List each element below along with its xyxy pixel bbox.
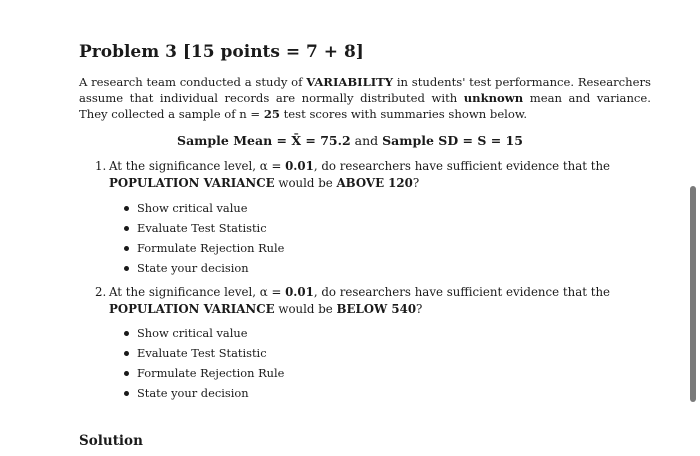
population-variance: POPULATION VARIANCE [109, 302, 275, 316]
problem-title: Problem 3 [15 points = 7 + 8] [79, 42, 364, 62]
sample-mean-value: 75.2 [320, 133, 351, 148]
task-label: Show critical value [137, 201, 248, 215]
question-text-part: would be [274, 176, 337, 190]
intro-text: mean and variance. They collected a sample of n = [79, 91, 651, 121]
task-label: Formulate Rejection Rule [137, 241, 285, 255]
sample-mean-label: Sample Mean = X̄ = [177, 133, 321, 148]
bullet-icon [124, 371, 129, 376]
task-label: Evaluate Test Statistic [137, 346, 267, 360]
bullet-icon [124, 206, 129, 211]
intro-bold-sample-size: 25 [263, 107, 280, 121]
task-label: State your decision [137, 386, 249, 400]
question-text-part: ? [412, 176, 420, 190]
question-text [109, 284, 650, 318]
bullet-icon [124, 331, 129, 336]
sample-sd-value: 15 [505, 133, 523, 148]
intro-text: in students' test performance. Researchers assume that individual records are normally distributed with [79, 75, 651, 105]
sample-sd-label: Sample SD = S = [382, 133, 506, 148]
summary-connector: and [350, 133, 383, 148]
vertical-scrollbar[interactable] [690, 186, 696, 402]
question-text [109, 158, 650, 192]
question-number: 2. [95, 285, 107, 299]
question-2 [95, 284, 650, 318]
task-label: State your decision [137, 261, 249, 275]
significance-level: 0.01 [285, 285, 314, 299]
question-1-tasks [128, 198, 284, 278]
question-text-part: ? [416, 302, 423, 316]
intro-bold-unknown: unknown [463, 91, 524, 105]
list-item [128, 258, 284, 278]
question-text-part: , do researchers have sufficient evidence that the [313, 285, 611, 299]
hypothesis-threshold: BELOW 540 [336, 302, 417, 316]
list-item [128, 238, 284, 258]
task-label: Evaluate Test Statistic [137, 221, 267, 235]
list-item [128, 323, 284, 343]
task-label: Formulate Rejection Rule [137, 366, 285, 380]
question-text-part: , do researchers have sufficient evidence that the [313, 159, 611, 173]
bullet-icon [124, 246, 129, 251]
question-text-part: would be [274, 302, 337, 316]
list-item [128, 343, 284, 363]
bullet-icon [124, 266, 129, 271]
solution-heading: Solution [79, 433, 143, 449]
problem-intro [79, 74, 651, 122]
list-item [128, 383, 284, 403]
list-item [128, 218, 284, 238]
intro-bold-variability: VARIABILITY [306, 75, 394, 89]
question-2-tasks [128, 323, 284, 403]
sample-summary [0, 133, 700, 148]
intro-text: A research team conducted a study of [79, 75, 307, 89]
question-text-part: At the significance level, α = [109, 285, 286, 299]
hypothesis-threshold: ABOVE 120 [336, 176, 413, 190]
intro-text: test scores with summaries shown below. [279, 107, 528, 121]
task-label: Show critical value [137, 326, 248, 340]
significance-level: 0.01 [285, 159, 314, 173]
question-text-part: At the significance level, α = [109, 159, 286, 173]
list-item [128, 363, 284, 383]
list-item [128, 198, 284, 218]
question-1 [95, 158, 650, 192]
population-variance: POPULATION VARIANCE [109, 176, 275, 190]
question-number: 1. [95, 159, 107, 173]
bullet-icon [124, 391, 129, 396]
bullet-icon [124, 226, 129, 231]
bullet-icon [124, 351, 129, 356]
